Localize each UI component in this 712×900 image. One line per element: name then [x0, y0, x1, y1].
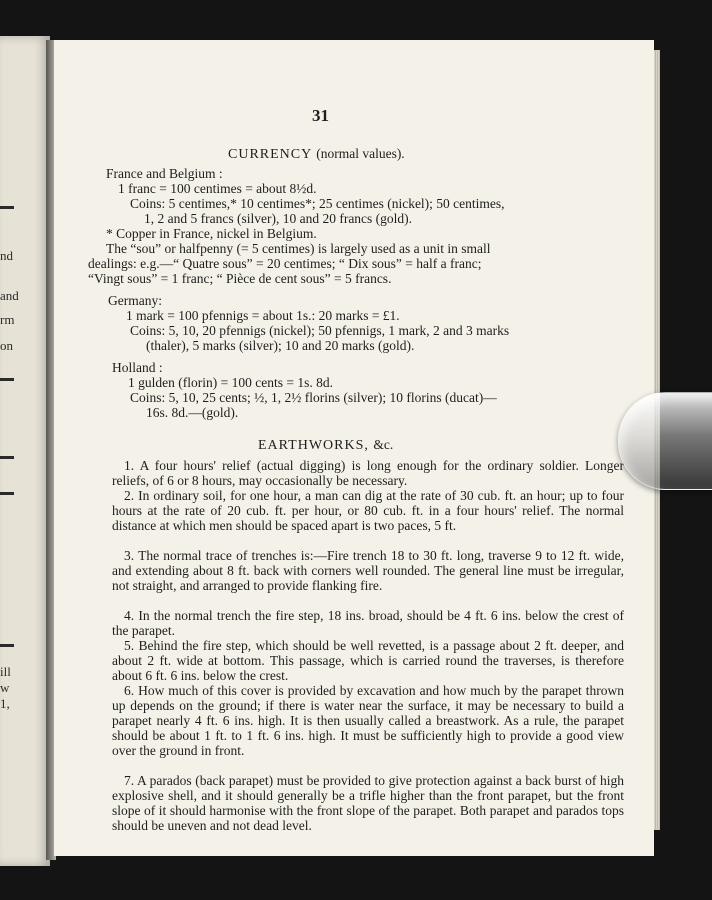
currency-heading: [228, 146, 405, 163]
earthworks-heading-text: EARTHWORKS,: [258, 438, 369, 453]
earthworks-heading: [258, 437, 393, 454]
left-page-rule: [0, 644, 14, 647]
left-page-fragment: on: [0, 338, 13, 353]
currency-line: 1 mark = 100 pfennigs = about 1s.: 20 marks = £1.: [126, 308, 400, 323]
currency-line: 1 franc = 100 centimes = about 8½d.: [118, 181, 317, 196]
currency-line: 1 gulden (florin) = 100 cents = 1s. 8d.: [128, 375, 333, 390]
left-page-fragment: nd: [0, 248, 13, 263]
currency-line: Coins: 5, 10, 20 pfennigs (nickel); 50 pfennigs, 1 mark, 2 and 3 marks: [130, 323, 510, 338]
book-page: [54, 40, 654, 856]
left-page-fragment: ill: [0, 664, 11, 679]
glass-page-clip: [618, 392, 712, 490]
currency-footnote: * Copper in France, nickel in Belgium.: [106, 226, 317, 241]
earthworks-paragraph: 6. How much of this cover is provided by excavation and how much by the parapet thrown up depends on the ground; if there is water near the surface, it may be necessary to build a parapet nearly 4 ft. 6 ins. high. It is then usually called a breastwork. As a rule, the parapet should be about 1 ft. to 1 ft. 6 ins. high. It must be sufficiently high to provide a good view over the ground in front.: [112, 683, 624, 758]
left-page-fragment: and: [0, 288, 19, 303]
left-facing-page: [0, 36, 50, 866]
left-page-fragment: w: [0, 680, 10, 695]
page-number: 31: [312, 106, 329, 125]
currency-line: Coins: 5 centimes,* 10 centimes*; 25 centimes (nickel); 50 centimes,: [130, 196, 505, 211]
currency-line: (thaler), 5 marks (silver); 10 and 20 marks (gold).: [146, 338, 415, 353]
earthworks-heading-note: &c.: [373, 437, 394, 452]
currency-line: France and Belgium :: [106, 166, 223, 181]
earthworks-paragraph: 2. In ordinary soil, for one hour, a man can dig at the rate of 30 cub. ft. an hour; up to four hours at the rate of 20 cub. ft. per hour, or 80 cub. ft. in a four hours' relief. The normal distance at which men should be spaced apart is two paces, 5 ft.: [112, 488, 624, 533]
currency-line: Coins: 5, 10, 25 cents; ½, 1, 2½ florins (silver); 10 florins (ducat)—: [130, 390, 497, 405]
currency-heading-text: CURRENCY: [228, 147, 312, 162]
currency-line: Germany:: [108, 293, 162, 308]
currency-line: “Vingt sous” = 1 franc; “ Pièce de cent sous” = 5 francs.: [88, 271, 392, 286]
left-page-rule: [0, 206, 14, 209]
earthworks-paragraph: 3. The normal trace of trenches is:—Fire trench 18 to 30 ft. long, traverse 9 to 12 ft. wide, and extending about 8 ft. back with corners well rounded. The general line must be irregular, not straight, and arranged to provide flanking fire.: [112, 548, 624, 593]
left-page-fragment: 1,: [0, 696, 10, 711]
left-page-rule: [0, 492, 14, 495]
currency-line: The “sou” or halfpenny (= 5 centimes) is largely used as a unit in small: [106, 241, 491, 256]
earthworks-paragraph: 5. Behind the fire step, which should be well revetted, is a passage about 2 ft. deeper, and about 2 ft. wide at bottom. This passage, which is carried round the traverses, is therefore about 6 ft. 6 ins. below the crest.: [112, 638, 624, 683]
currency-line: Holland :: [112, 360, 163, 375]
earthworks-paragraph: 7. A parados (back parapet) must be provided to give protection against a back burst of high explosive shell, and it should generally be a trifle higher than the front parapet, but the front slope of it should harmonise with the front slope of the parapet. Both parapet and parados tops should be uneven and not dead level.: [112, 773, 624, 833]
left-page-rule: [0, 378, 14, 381]
earthworks-paragraph: 1. A four hours' relief (actual digging) is long enough for the ordinary soldier. Longer reliefs, of 6 or 8 hours, may occasionally be necessary.: [112, 458, 624, 488]
left-page-rule: [0, 456, 14, 459]
currency-line: dealings: e.g.—“ Quatre sous” = 20 centimes; “ Dix sous” = half a franc;: [88, 256, 482, 271]
currency-line: 16s. 8d.—(gold).: [146, 405, 239, 420]
left-page-fragment: rm: [0, 312, 15, 327]
earthworks-paragraph: 4. In the normal trench the fire step, 18 ins. broad, should be 4 ft. 6 ins. below the crest of the parapet.: [112, 608, 624, 638]
currency-line: 1, 2 and 5 francs (silver), 10 and 20 francs (gold).: [144, 211, 413, 226]
currency-heading-note: (normal values).: [316, 146, 405, 161]
